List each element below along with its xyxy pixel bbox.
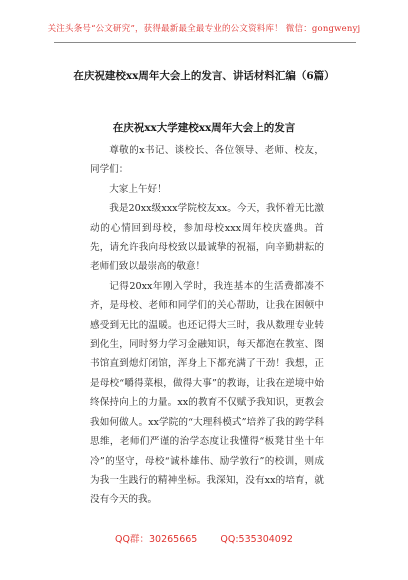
qq-contact-number: QQ:535304092 xyxy=(220,534,293,545)
salutation-paragraph: 尊敬的x书记、谈校长、各位领导、老师、校友，同学们： xyxy=(90,145,324,176)
section-title: 在庆祝xx大学建校xx周年大会上的发言 xyxy=(112,122,296,134)
greeting-paragraph: 大家上午好！ xyxy=(109,183,167,195)
memory-paragraph: 记得20xx年刚入学时，我连基本的生活费都凑不齐，是母校、老师和同学们的关心帮助，让我在困顿中感受到无比的温暖。也还记得大三时，我从数理专业转到化生，同时努力学习金融知识，每天都泡在教室、图书馆直到熄灯闭馆，浑身上下都充满了干劲！我想，正是母校“嚼得菜根，做得大事”的教诲，让我在逆境中始终保持向上的力量。xx的教育不仅赋予我知识，更教会我如何做人。xx学院的“大理科模式”培养了我的跨学科思维，老师们严谨的治学态度让我懂得“板凳甘坐十年冷”的坚守，母校“诚朴雄伟、励学敦行”的校训，则成为我一生践行的精神坐标。我深知，没有xx的培育，就没有今天的我。 xyxy=(90,280,324,506)
footer-contact xyxy=(0,531,408,545)
qq-group-number: QQ群：30265665 xyxy=(115,534,198,545)
intro-paragraph: 我是20xx级xxx学院校友xx。今天，我怀着无比激动的心情回到母校，参加母校xxx周年校庆盛典。首先，请允许我向母校致以最诚挚的祝福，向辛勤耕耘的老师们致以最崇高的敬意！ xyxy=(90,203,324,273)
header-banner: 关注头条号“公文研究”，获得最新最全最专业的公文资料库！ 微信：gongwenyj xyxy=(47,24,361,34)
document-title: 在庆祝建校xx周年大会上的发言、讲话材料汇编（6篇） xyxy=(73,70,335,82)
body-text xyxy=(90,141,324,510)
header-divider xyxy=(54,42,356,43)
